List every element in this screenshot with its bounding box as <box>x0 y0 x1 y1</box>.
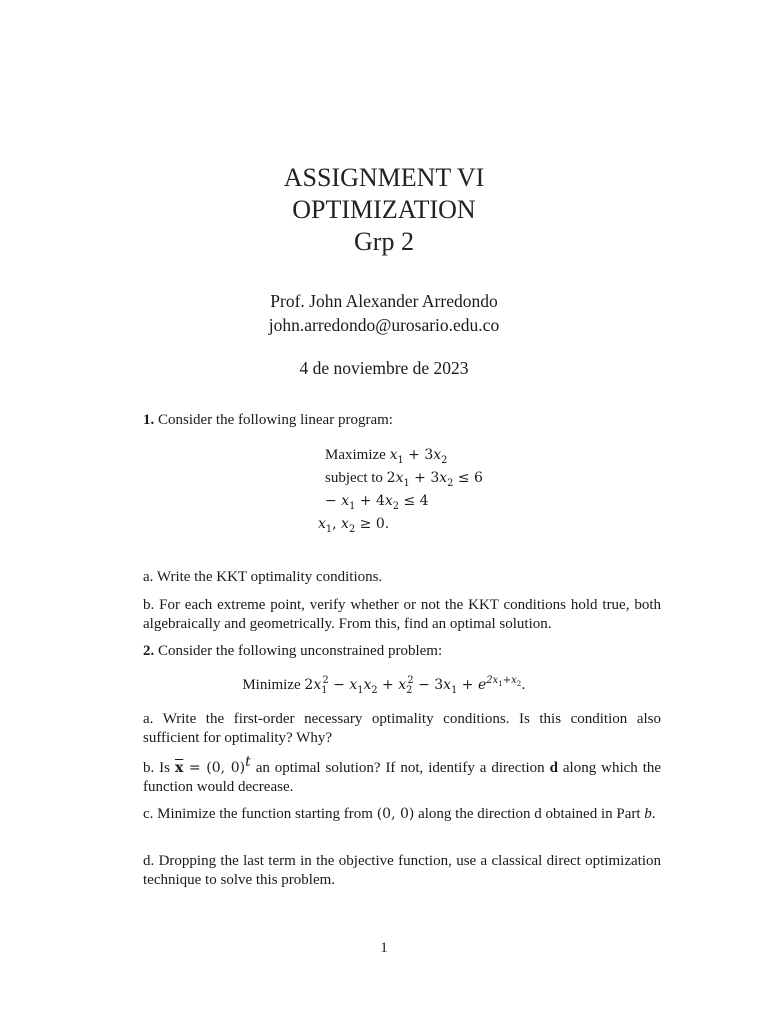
lp-constraint-word: subject to <box>325 470 383 486</box>
problem-2-intro-text: Consider the following unconstrained problem: <box>158 643 443 659</box>
problem-2-part-b-post: along which the function would decrease. <box>143 760 662 795</box>
title-block <box>0 162 768 258</box>
lp-nonnegativity: $x_1$, $x_2 \ge 0$. <box>318 516 390 535</box>
lp-constraint-2: − $x_1 + 4x_2 \le 4$ <box>325 493 429 512</box>
problem-2-objective-word: Minimize <box>242 677 301 693</box>
problem-2-part-a: a. Write the first-order necessary optimality conditions. Is this condition also sufficient for optimality? Why? <box>143 711 661 746</box>
page-number: 1 <box>380 940 388 956</box>
problem-2-part-c-part: b <box>644 806 652 822</box>
title-line-1: ASSIGNMENT VI <box>283 163 485 192</box>
problem-1-number: 1. <box>143 412 155 428</box>
problem-1-part-b: b. For each extreme point, verify whether or not the KKT conditions hold true, both algebraically and geometrically. From this, find an optimal solution. <box>143 597 661 632</box>
problem-2-part-c-end: . <box>651 806 656 822</box>
linear-program <box>318 444 483 536</box>
problem-2-part-c-mid: along the direction d obtained in Part <box>418 806 641 822</box>
problem-1-intro <box>143 411 661 430</box>
problem-2-part-c: c. Minimize the function starting from (0, 0) along the direction d obtained in Part b. <box>143 806 656 822</box>
title-line-3: Grp 2 <box>354 227 414 256</box>
problem-2-part-b: b. Is $\overline{x} = (0$, 0)$^t$ an optimal solution? If not, identify a direction d along which the function would decrease. <box>143 754 662 795</box>
problem-2-part-d: d. Dropping the last term in the objective function, use a classical direct optimization technique to solve this problem. <box>143 853 661 888</box>
title-line-2: OPTIMIZATION <box>292 195 476 224</box>
problem-2-intro <box>143 642 661 661</box>
document-date: 4 de noviembre de 2023 <box>299 358 469 378</box>
lp-objective-word: Maximize <box>325 447 386 463</box>
problem-1-intro-text: Consider the following linear program: <box>158 412 393 428</box>
problem-2-part-c-pre: c. Minimize the function starting from <box>143 806 373 822</box>
author-email: john.arredondo@urosario.edu.co <box>268 315 500 335</box>
author-block <box>0 289 768 337</box>
problem-2-number: 2. <box>143 643 155 659</box>
lp-constraint-1: subject to $2x_1 + 3x_2 \le 6$ <box>325 470 483 489</box>
problem-2-part-b-mid: an optimal solution? If not, identify a direction <box>255 760 545 776</box>
problem-2-part-b-pre: b. Is <box>143 760 171 776</box>
author-name: Prof. John Alexander Arredondo <box>270 291 498 311</box>
lp-objective: Maximize $x_1 + 3x_2$ <box>325 447 448 466</box>
problem-2-part-b-direction: d <box>549 760 558 776</box>
problem-2-objective: Minimize $2x_1^2 - x_1x_2 + x_2^2 - 3x_1 + e^{2x_1+x_2}$. <box>242 675 526 696</box>
problem-1-part-a: a. Write the KKT optimality conditions. <box>143 569 383 585</box>
